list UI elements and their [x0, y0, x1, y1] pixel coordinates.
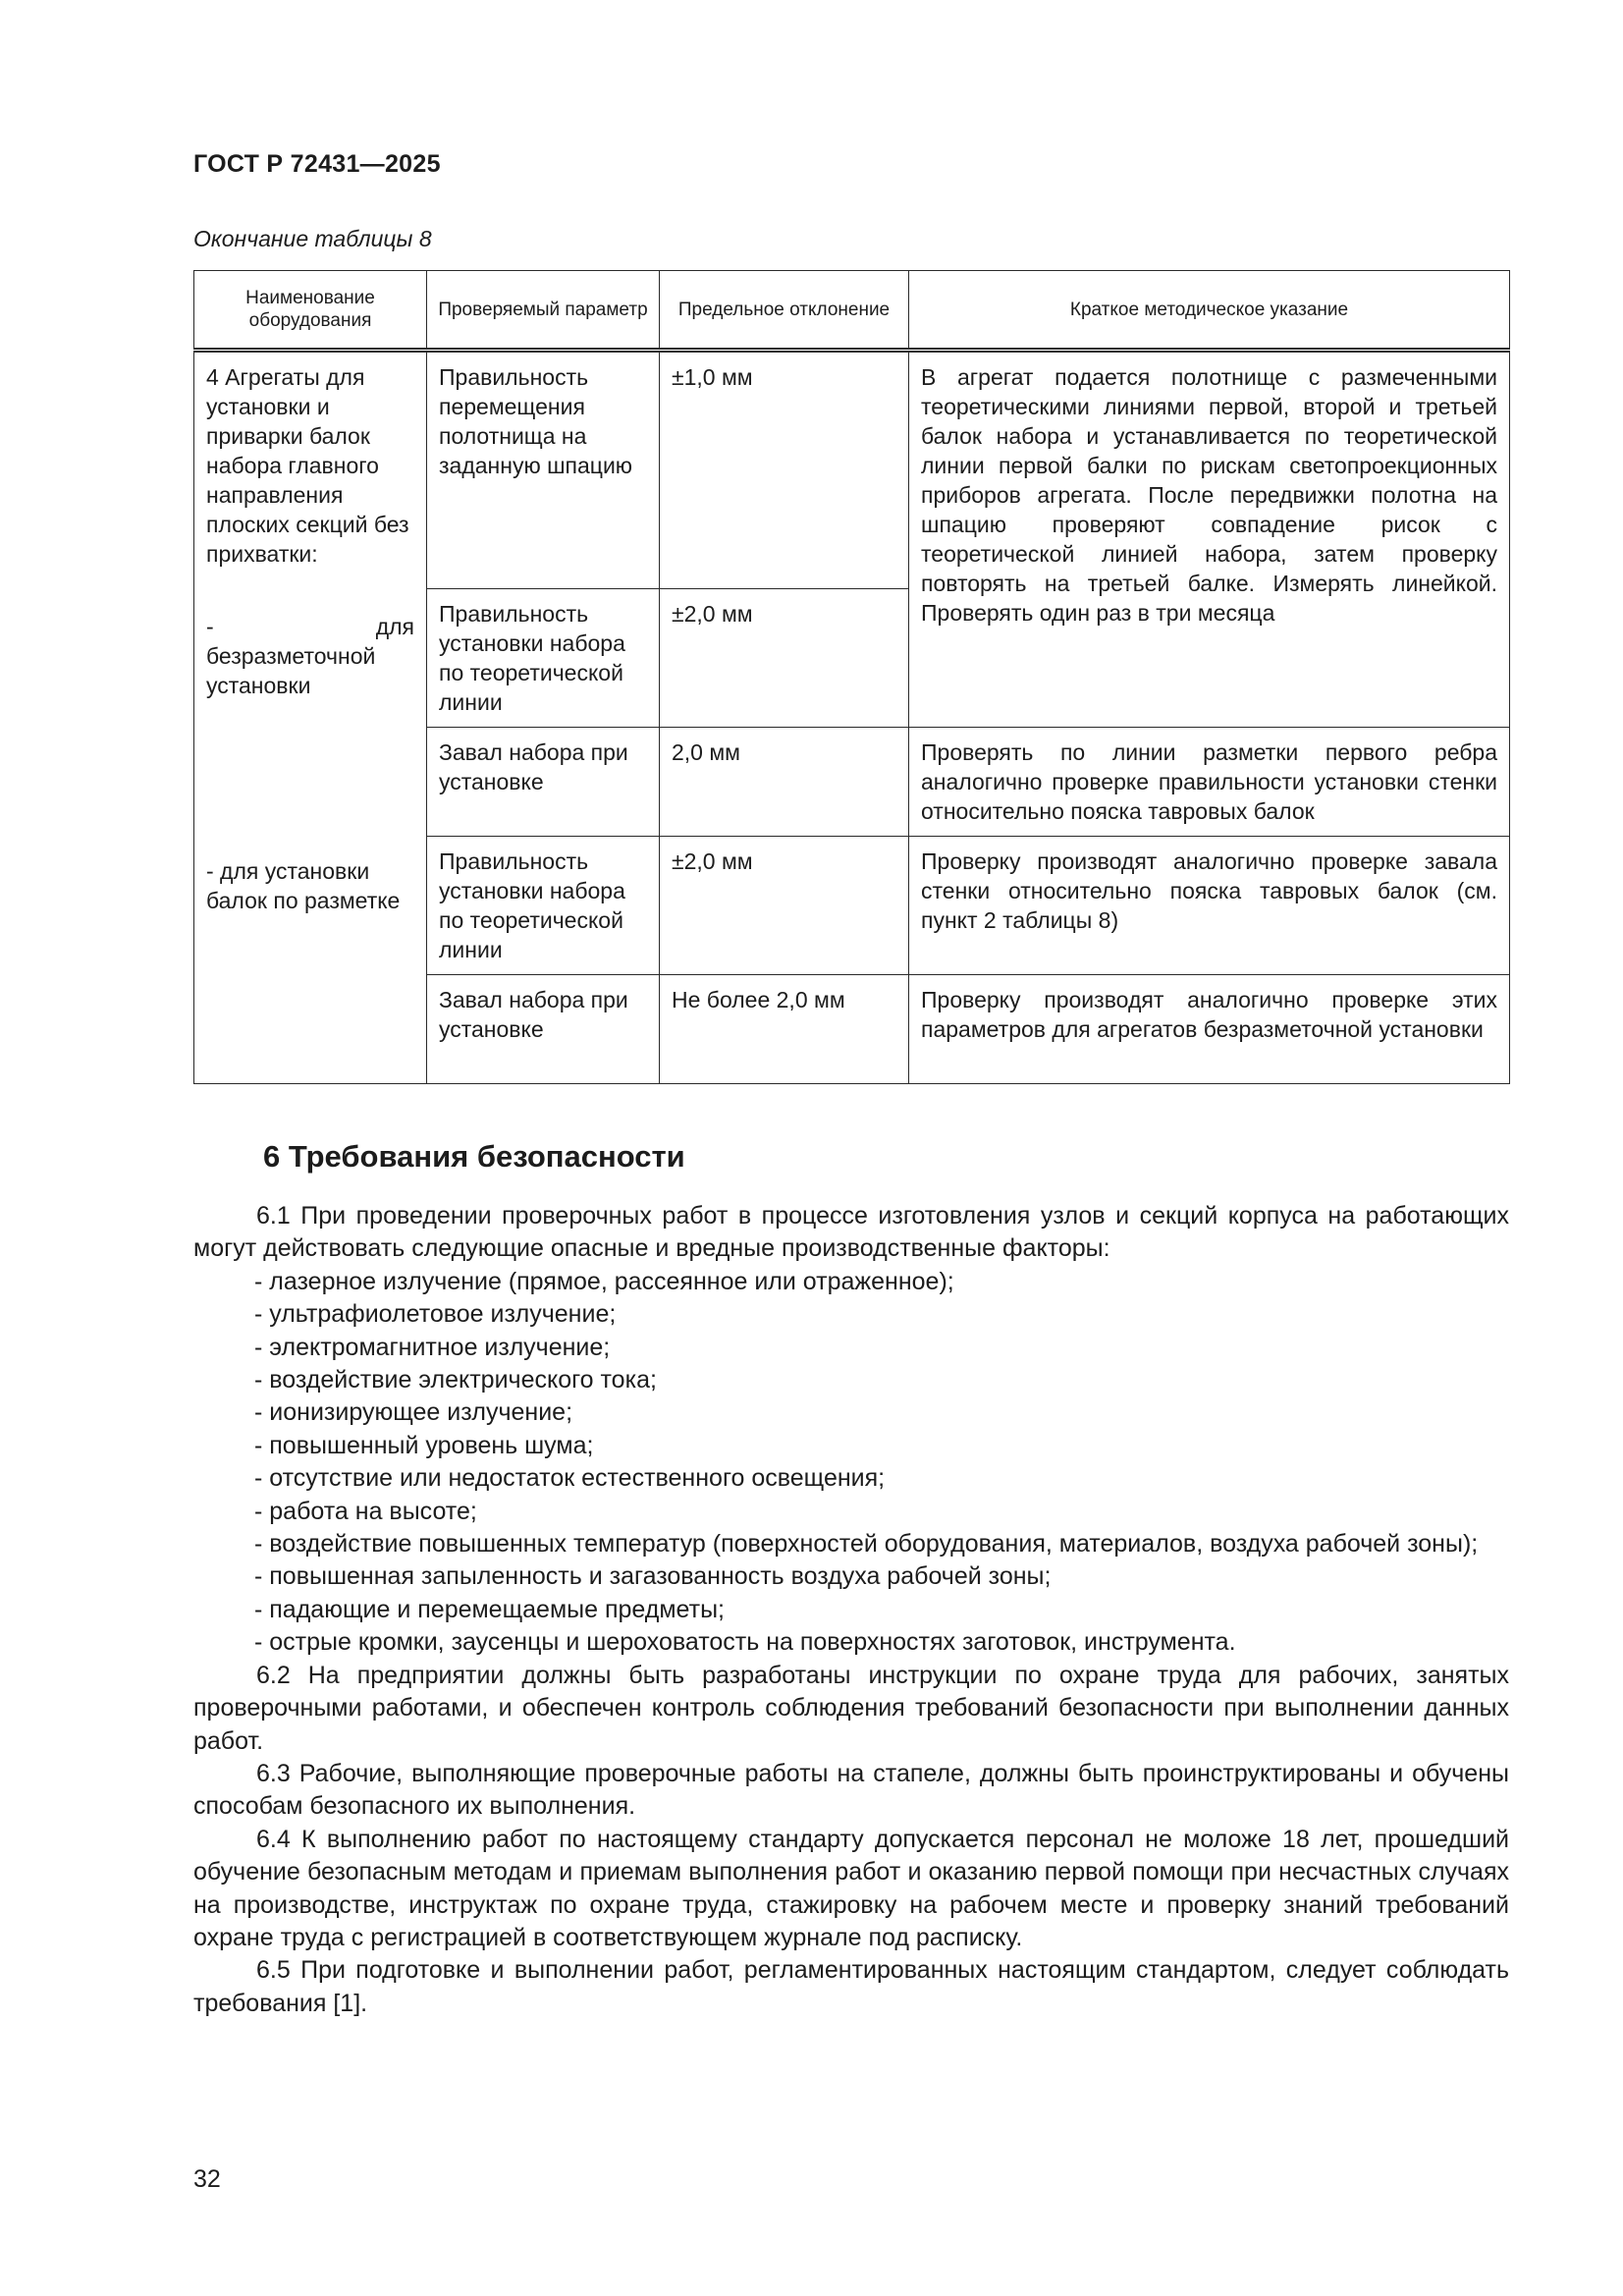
column-header-deviation: Предельное отклонение: [660, 271, 909, 351]
paragraph-6-3: 6.3 Рабочие, выполняющие проверочные работы на стапеле, должны быть проинструктированы и обучены способам безопасного их выполнения.: [193, 1759, 1509, 1821]
hazard-item: - работа на высоте;: [254, 1497, 477, 1525]
column-header-parameter: Проверяемый параметр: [427, 271, 660, 351]
equipment-cell: [194, 351, 427, 1084]
parameter-cell: Правильность установки набора по теоретической линии: [427, 837, 660, 975]
paragraph-6-4: 6.4 К выполнению работ по настоящему стандарту допускается персонал не моложе 18 лет, прошедший обучение безопасным методам и приемам выполнения работ и оказанию первой помощи при несчастных случаях на производстве, инструктаж по охране труда, стажировку на рабочем месте и проверку знаний требований охране труда с регистрацией в соответствующем журнале под расписку.: [193, 1825, 1509, 1951]
hazard-item: - ионизирующее излучение;: [254, 1398, 573, 1427]
instruction-cell: Проверку производят аналогично проверке этих параметров для агрегатов безразметочной установки: [909, 975, 1510, 1084]
section-body: [193, 1200, 1509, 2020]
equipment-sub-by-marking: - для установки балок по разметке: [206, 858, 401, 913]
column-header-instruction: Краткое методическое указание: [909, 271, 1510, 351]
hazard-item: - отсутствие или недостаток естественного освещения;: [254, 1464, 886, 1493]
deviation-cell: ±2,0 мм: [660, 837, 909, 975]
parameter-cell: Завал набора при установке: [427, 975, 660, 1084]
hazard-item: - электромагнитное излучение;: [254, 1333, 611, 1361]
table-header-row: [194, 271, 1510, 351]
equipment-main: 4 Агрегаты для установки и приварки балок набора главного направления плоских секций без прихватки:: [206, 364, 409, 567]
deviation-cell: 2,0 мм: [660, 728, 909, 837]
parameter-cell: Завал набора при установке: [427, 728, 660, 837]
hazard-item: - воздействие повышенных температур (поверхностей оборудования, материалов, воздуха рабочей зоны);: [254, 1530, 1479, 1558]
page-number: 32: [193, 2165, 221, 2193]
hazard-item: - повышенная запыленность и загазованность воздуха рабочей зоны;: [254, 1562, 1052, 1591]
instruction-cell: В агрегат подается полотнище с размеченными теоретическими линиями первой, второй и третьей балок набора и устанавливается по теоретической линии первой балки по рискам светопроекционных приборов агрегата. После передвижки полотна на шпацию проверяют совпадение рисок с теоретической линией набора, затем проверку повторять на третьей балке. Измерять линейкой. Проверять один раз в три месяца: [909, 351, 1510, 728]
hazard-item: - ультрафиолетовое излучение;: [254, 1300, 617, 1329]
standard-designation: ГОСТ Р 72431—2025: [193, 150, 441, 178]
hazard-item: - острые кромки, заусенцы и шероховатость на поверхностях заготовок, инструмента.: [254, 1628, 1236, 1657]
parameter-cell: Правильность перемещения полотнища на заданную шпацию: [427, 351, 660, 589]
paragraph-6-5: 6.5 При подготовке и выполнении работ, регламентированных настоящим стандартом, следует соблюдать требования [1].: [193, 1956, 1509, 2017]
instruction-cell: Проверку производят аналогично проверке завала стенки относительно пояска тавровых балок (см. пункт 2 таблицы 8): [909, 837, 1510, 975]
table-8: [193, 270, 1510, 1084]
section-heading: 6 Требования безопасности: [263, 1139, 685, 1174]
deviation-cell: Не более 2,0 мм: [660, 975, 909, 1084]
paragraph-6-1: 6.1 При проведении проверочных работ в процессе изготовления узлов и секций корпуса на работающих могут действовать следующие опасные и вредные производственные факторы:: [193, 1202, 1509, 1263]
table-caption: Окончание таблицы 8: [193, 226, 432, 251]
hazard-item: - лазерное излучение (прямое, рассеянное или отраженное);: [254, 1267, 954, 1295]
table-row: [194, 351, 1510, 589]
column-header-equipment: Наименование оборудования: [194, 271, 427, 351]
hazard-item: - повышенный уровень шума;: [254, 1431, 594, 1459]
hazard-item: - падающие и перемещаемые предметы;: [254, 1595, 725, 1623]
instruction-cell: Проверять по линии разметки первого ребра аналогично проверке правильности установки стенки относительно пояска тавровых балок: [909, 728, 1510, 837]
deviation-cell: ±2,0 мм: [660, 589, 909, 728]
paragraph-6-2: 6.2 На предприятии должны быть разработаны инструкции по охране труда для рабочих, занятых проверочными работами, и обеспечен контроль соблюдения требований безопасности при выполнении данных работ.: [193, 1661, 1509, 1755]
deviation-cell: ±1,0 мм: [660, 351, 909, 589]
parameter-cell: Правильность установки набора по теоретической линии: [427, 589, 660, 728]
hazard-item: - воздействие электрического тока;: [254, 1366, 657, 1394]
equipment-sub-no-marking: - для безразметочной установки: [206, 614, 414, 698]
